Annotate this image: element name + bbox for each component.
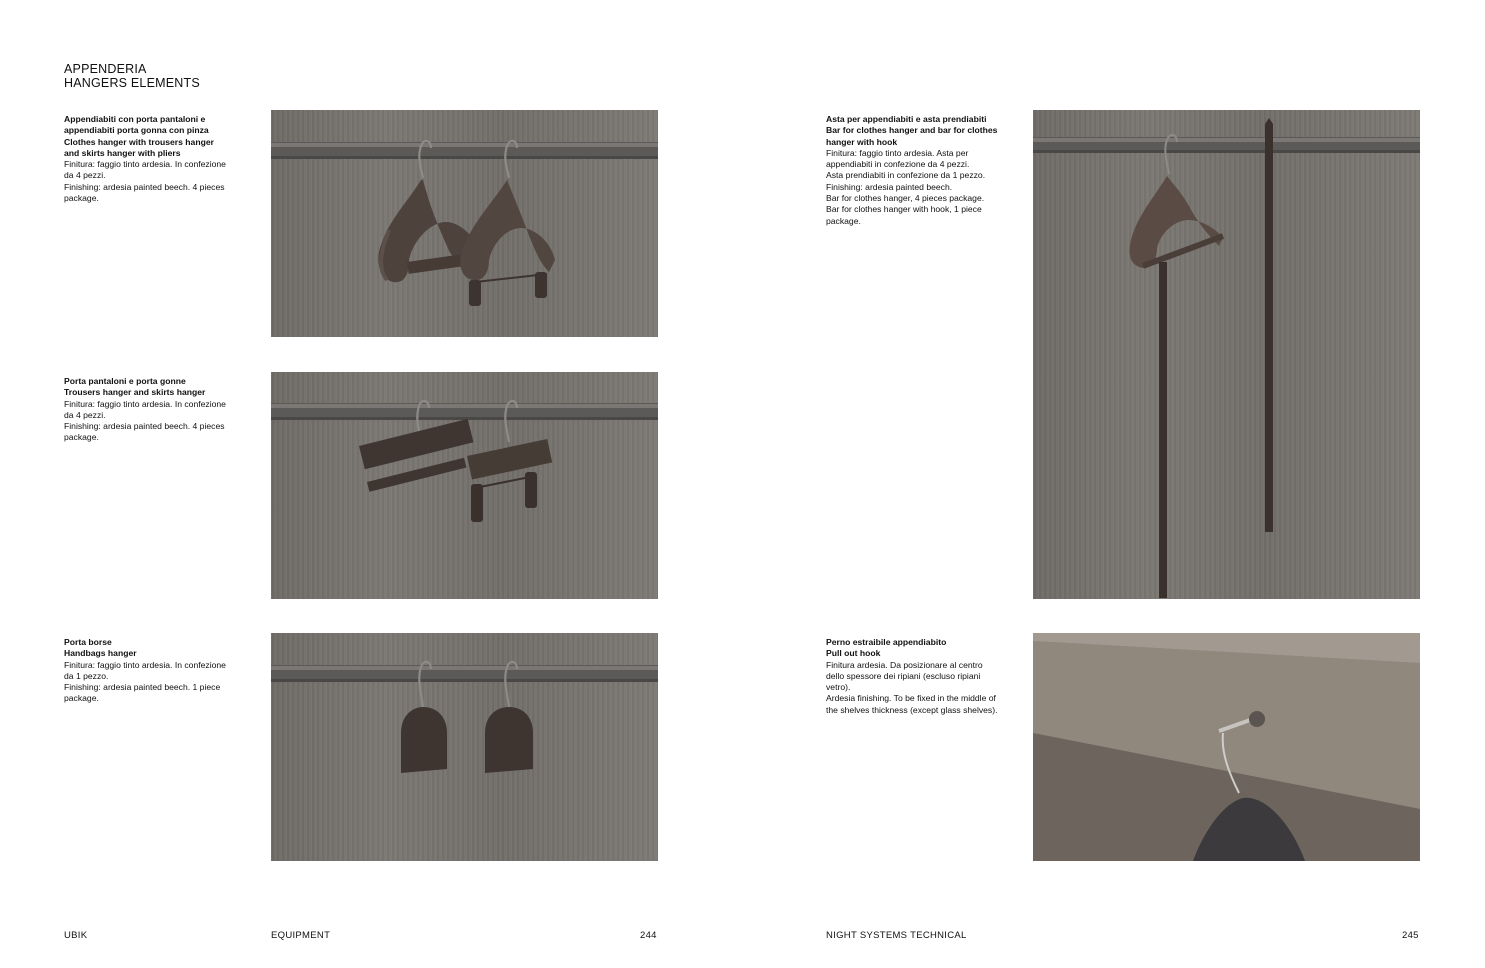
photo-pull-out-hook (1033, 633, 1420, 861)
footer-category-right: NIGHT SYSTEMS TECHNICAL (826, 930, 967, 941)
footer-category-left: EQUIPMENT (271, 930, 331, 941)
desc-line: appendiabiti in confezione da 4 pezzi. (826, 159, 970, 170)
desc-line: vetro). (826, 682, 851, 693)
desc-line: Finitura: faggio tinto ardesia. In confezione (64, 659, 226, 670)
desc-bold-line: Appendiabiti con porta pantaloni e (64, 114, 206, 124)
desc-bold-line: Porta pantaloni e porta gonne (64, 376, 186, 386)
footer-page-number-left: 244 (640, 930, 657, 941)
desc-bold-line: Porta borse (64, 637, 112, 647)
handbags-hangers-illustration (271, 633, 658, 861)
item-description-hanger-bars (826, 114, 1008, 227)
desc-line: Finitura: faggio tinto ardesia. Asta per (826, 147, 969, 158)
desc-line: Ardesia finishing. To be fixed in the middle of (826, 693, 996, 704)
desc-line: dello spessore dei ripiani (escluso ripiani (826, 670, 981, 681)
photo-clothes-hangers (271, 110, 658, 337)
desc-line: da 4 pezzi. (64, 409, 106, 420)
section-title (64, 62, 200, 90)
desc-line: da 4 pezzi. (64, 170, 106, 181)
desc-bold-line: Trousers hanger and skirts hanger (64, 387, 206, 398)
section-title-en: HANGERS ELEMENTS (64, 76, 200, 90)
desc-line: package. (64, 193, 99, 204)
desc-bold-line: Clothes hanger with trousers hanger (64, 136, 214, 147)
desc-line: Finishing: ardesia painted beech. (826, 181, 953, 192)
desc-bold-line: Asta per appendiabiti e asta prendiabiti (826, 114, 987, 124)
clothes-hangers-illustration (271, 110, 658, 337)
desc-line: package. (64, 432, 99, 443)
trousers-hangers-illustration (271, 372, 658, 599)
desc-line: Finitura: faggio tinto ardesia. In confezione (64, 398, 226, 409)
photo-trousers-hangers (271, 372, 658, 599)
photo-hanger-bars (1033, 110, 1420, 599)
desc-line: Finishing: ardesia painted beech. 1 piece (64, 682, 221, 693)
desc-bold-line: Bar for clothes hanger and bar for clothes (826, 125, 998, 136)
desc-line: Bar for clothes hanger with hook, 1 piece (826, 204, 982, 215)
desc-bold-line: Handbags hanger (64, 648, 137, 659)
desc-line: the shelves thickness (except glass shelves). (826, 704, 998, 715)
item-description-pull-out-hook (826, 637, 1008, 716)
desc-line: Finitura ardesia. Da posizionare al centro (826, 659, 983, 670)
section-title-it: APPENDERIA (64, 62, 147, 76)
desc-line: Asta prendiabiti in confezione da 1 pezzo. (826, 170, 986, 181)
footer-page-number-right: 245 (1402, 930, 1419, 941)
photo-handbags-hangers (271, 633, 658, 861)
item-description-handbags-hanger (64, 637, 246, 705)
desc-line: package. (826, 215, 861, 226)
desc-bold-line: appendiabiti porta gonna con pinza (64, 125, 209, 136)
desc-bold-line: and skirts hanger with pliers (64, 147, 181, 158)
desc-bold-line: Perno estraibile appendiabito (826, 637, 947, 647)
desc-line: Finishing: ardesia painted beech. 4 pieces (64, 421, 225, 432)
desc-line: Finitura: faggio tinto ardesia. In confezione (64, 159, 226, 170)
footer-brand: UBIK (64, 930, 88, 941)
desc-line: Finishing: ardesia painted beech. 4 pieces (64, 181, 225, 192)
desc-bold-line: hanger with hook (826, 136, 898, 147)
item-description-clothes-hanger (64, 114, 246, 204)
desc-line: package. (64, 693, 99, 704)
desc-line: da 1 pezzo. (64, 670, 109, 681)
pull-out-hook-illustration (1033, 633, 1420, 861)
hanger-bars-illustration (1033, 110, 1420, 599)
item-description-trousers-hanger (64, 376, 246, 444)
desc-bold-line: Pull out hook (826, 648, 881, 659)
desc-line: Bar for clothes hanger, 4 pieces package. (826, 193, 985, 204)
